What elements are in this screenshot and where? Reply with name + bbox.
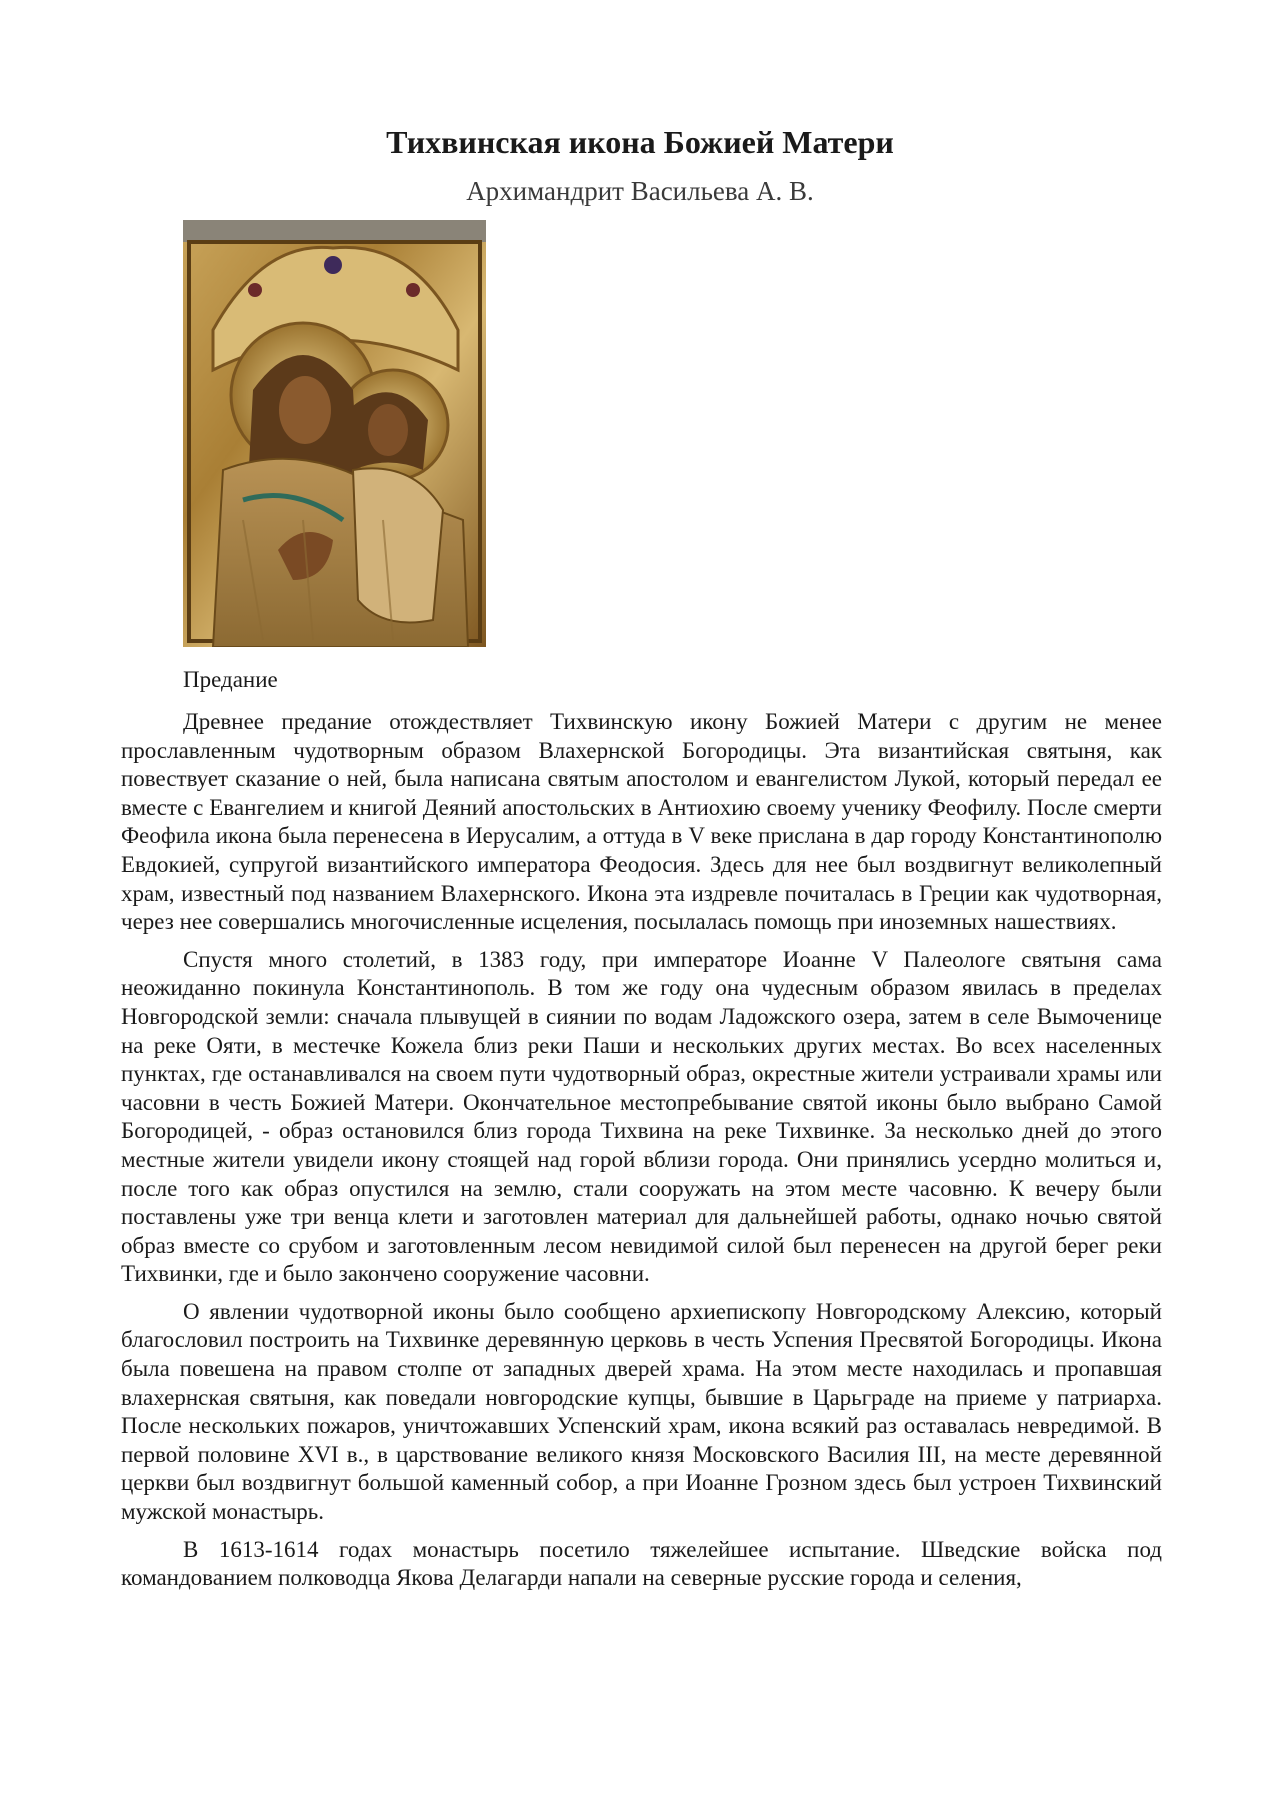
paragraph: О явлении чудотворной иконы было сообщено архиепископу Новгородскому Алексию, который благословил построить на Тихвинке деревянную церковь в честь Успения Пресвятой Богородицы. Икона была повешена на правом столпе от западных дверей храма. На этом месте находилась и пропавшая влахернская святыня, как поведали новгородские купцы, бывшие в Царьграде на приеме у патриарха. После нескольких пожаров, уничтожавших Успенский храм, икона всякий раз оставалась невредимой. В первой половине XVI в., в царствование великого князя Московского Василия III, на месте деревянной церкви был воздвигнут большой каменный собор, а при Иоанне Грозном здесь был устроен Тихвинский мужской монастырь.	[121, 1298, 1162, 1525]
tikhvin-icon-image	[183, 220, 486, 647]
section-heading: Предание	[183, 667, 278, 692]
paragraph: Спустя много столетий, в 1383 году, при императоре Иоанне V Палеологе святыня сама неожиданно покинула Константинополь. В том же году она чудесным образом явилась в пределах Новгородской земли: сначала плывущей в сиянии по водам Ладожского озера, затем в селе Вымоченице на реке Ояти, в местечке Кожела близ реки Паши и нескольких других местах. Во всех населенных пунктах, где останавливался на своем пути чудотворный образ, окрестные жители устраивали храмы или часовни в честь Божией Матери. Окончательное местопребывание святой иконы было выбрано Самой Богородицей, - образ остановился близ города Тихвина на реке Тихвинке. За несколько дней до этого местные жители увидели икону стоящей над горой вблизи города. Они принялись усердно молиться и, после того как образ опустился на землю, стали сооружать на этом месте часовню. К вечеру были поставлены уже три венца клети и заготовлен материал для дальнейшей работы, однако ночью святой образ вместе со срубом и заготовленным лесом невидимой силой был перенесен на другой берег реки Тихвинки, где и было закончено сооружение часовни.	[121, 946, 1162, 1287]
author-line: Архимандрит Васильева А. В.	[466, 176, 814, 206]
paragraph: Древнее предание отождествляет Тихвинскую икону Божией Матери с другим не менее прославленным чудотворным образом Влахернской Богородицы. Эта византийская святыня, как повествует сказание о ней, была написана святым апостолом и евангелистом Лукой, который передал ее вместе с Евангелием и книгой Деяний апостольских в Антиохию своему ученику Феофилу. После смерти Феофила икона была перенесена в Иерусалим, а оттуда в V веке прислана в дар городу Константинополю Евдокией, супругой византийского императора Феодосия. Здесь для нее был воздвигнут великолепный храм, известный под названием Влахернского. Икона эта издревле почиталась в Греции как чудотворная, через нее совершались многочисленные исцеления, посылалась помощь при иноземных нашествиях.	[121, 709, 1162, 935]
body-text	[121, 708, 1162, 1602]
paragraph: В 1613-1614 годах монастырь посетило тяжелейшее испытание. Шведские войска под командованием полководца Якова Делагарди напали на северные русские города и селения,	[121, 1536, 1162, 1591]
page-title: Тихвинская икона Божией Матери	[386, 124, 894, 160]
